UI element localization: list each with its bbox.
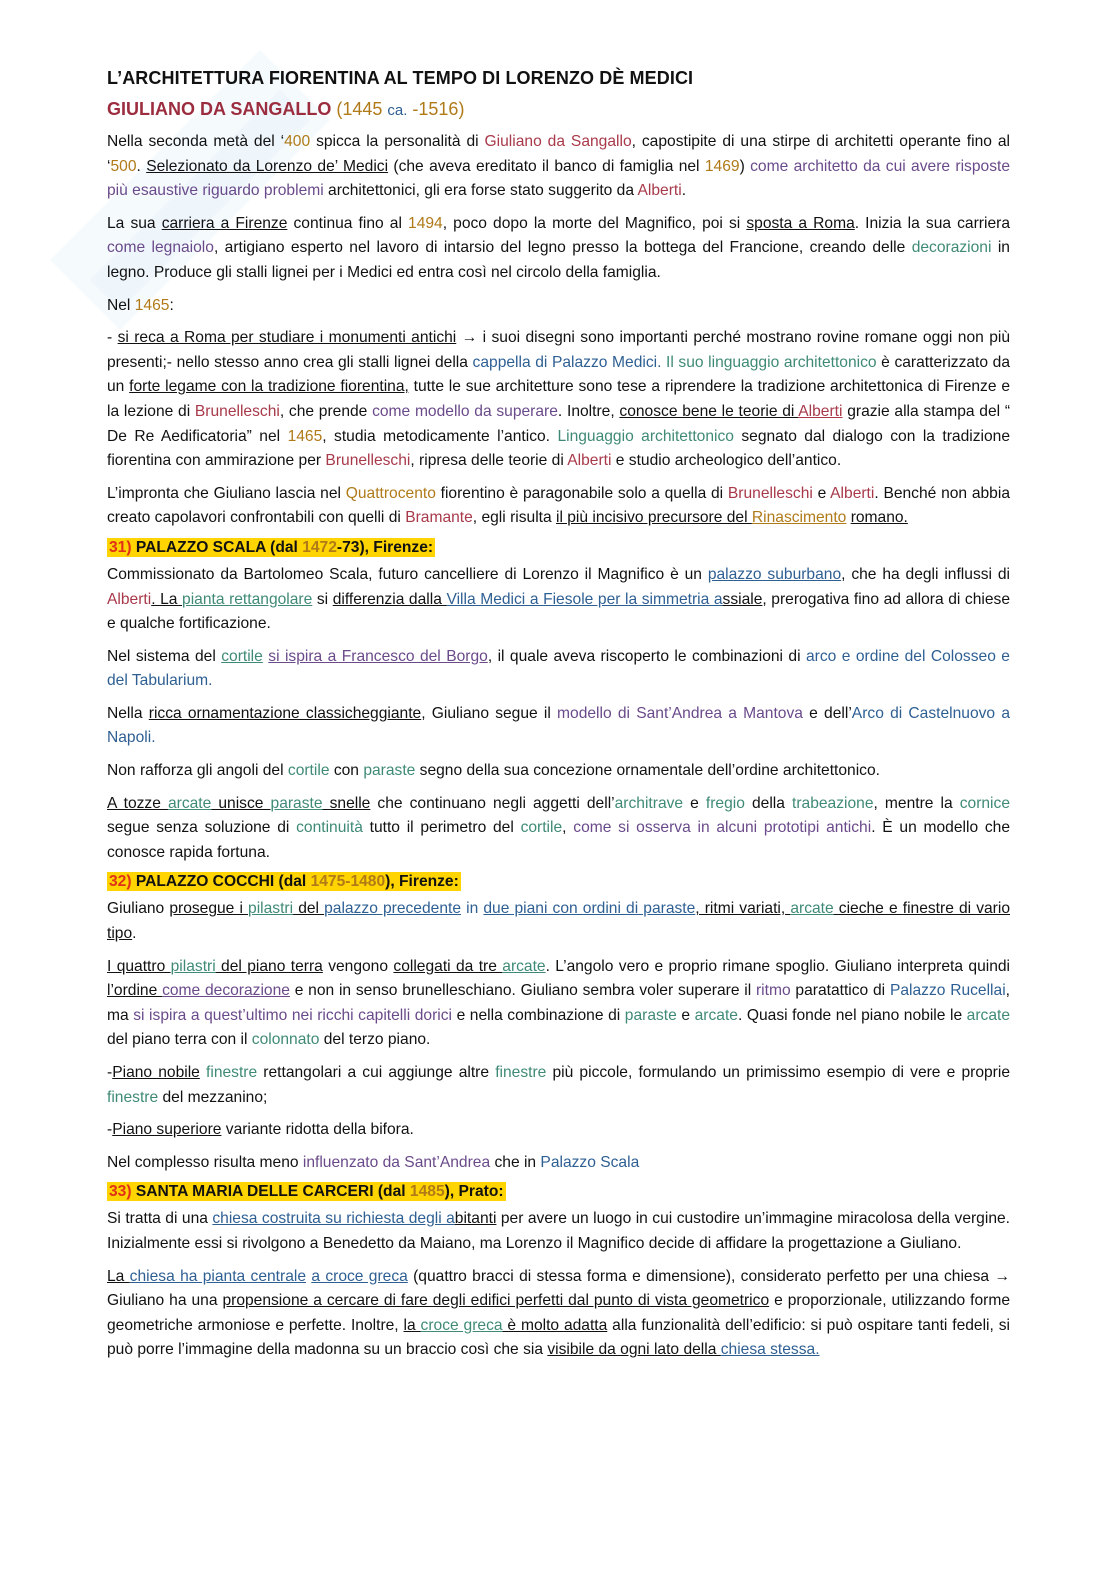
text: vengono — [322, 957, 394, 975]
text: , Giuliano segue il — [421, 704, 558, 722]
name: Alberti — [798, 402, 843, 420]
text: più piccole, formulando un primissimo esempio di vere e proprie — [546, 1064, 1010, 1081]
text: → i suoi disegni sono importanti perché mostrano rovine romane oggi non più presenti;- nello stesso anno crea gli stalli lignei della — [107, 329, 1011, 371]
text: . Benché non abbia creato capolavori confrontabili con quelli di — [107, 484, 1010, 527]
text: . Inoltre, — [557, 402, 620, 420]
text: , studia metodicamente l’antico. — [322, 427, 558, 445]
section-heading-31 — [107, 539, 1010, 557]
highlight-text: cortile — [287, 762, 330, 780]
highlight-text: Il suo linguaggio architettonico — [666, 353, 877, 371]
underlined-text: Piano nobile — [112, 1064, 200, 1081]
s33-paragraph-2 — [107, 1265, 1010, 1363]
text: segnato dal dialogo con la tradizione fiorentina con ammirazione per — [107, 427, 1011, 470]
text: L’impronta che Giuliano lascia nel — [107, 484, 346, 502]
text: (quattro bracci di stessa forma e dimensione), considerato perfetto per una chiesa → Giuliano ha una — [107, 1267, 1010, 1310]
highlight-text: chiesa ha pianta centrale — [129, 1267, 307, 1285]
text: . — [132, 925, 137, 943]
underlined-text: cieche e — [833, 900, 903, 918]
text: con — [329, 762, 364, 780]
text: e — [676, 1006, 695, 1024]
underlined-text: prosegue i — [169, 900, 249, 918]
highlight-text: Arco di Castelnuovo a Napoli. — [107, 704, 1010, 747]
highlight-text: continuità — [296, 819, 363, 837]
highlight-text: paraste — [624, 1006, 677, 1024]
section-heading-33 — [107, 1183, 1010, 1201]
text: . — [136, 157, 147, 175]
underlined-text: forte legame con la tradizione fiorentina, — [129, 378, 409, 396]
underlined-text: il più incisivo precursore del — [556, 509, 752, 527]
text: , capostipite di una stirpe di architetti operante fino al ‘ — [107, 133, 1010, 175]
underlined-text: ssiale — [722, 590, 763, 608]
text: e non in senso brunelleschiano. Giuliano sembra voler superare il — [289, 982, 756, 1000]
underlined-text: ricca ornamentazione classicheggiante — [148, 704, 422, 722]
underlined-text: propensione a cercare di fare degli edifici perfetti dal punto di vista geometrico — [222, 1292, 770, 1310]
date: 500 — [110, 157, 137, 175]
highlight-text: croce greca — [420, 1316, 503, 1334]
highlight-text: come modello da superare — [372, 402, 558, 420]
s32-paragraph-1 — [107, 897, 1010, 946]
s33-paragraph-1 — [107, 1207, 1010, 1256]
underlined-text: A tozze — [107, 794, 168, 812]
text: ) — [739, 157, 751, 175]
underlined-text: La — [107, 1267, 130, 1285]
s32-paragraph-4 — [107, 1118, 1010, 1143]
underlined-text: Piano superiore — [112, 1121, 222, 1139]
text: - — [107, 329, 118, 347]
underlined-text: visibile da ogni lato della — [547, 1341, 721, 1359]
date: 1472 — [302, 538, 337, 556]
text: , il quale aveva riscoperto le combinazioni di — [487, 647, 806, 665]
underlined-text: conosce bene le teorie di — [619, 402, 799, 420]
s31-paragraph-5 — [107, 792, 1010, 866]
text: Giuliano — [107, 900, 170, 918]
section-heading-32 — [107, 873, 1010, 891]
underlined-text: bitanti — [454, 1210, 497, 1228]
highlight-text: pilastri — [248, 900, 294, 918]
highlight-text: decorazioni — [911, 239, 992, 257]
text: , mentre la — [873, 794, 960, 812]
highlight-text: cornice — [959, 794, 1010, 812]
date: 1465 — [287, 427, 323, 445]
text: che in — [490, 1153, 541, 1171]
highlight-text: Palazzo Scala — [540, 1153, 640, 1171]
text: e — [812, 484, 831, 502]
text: spicca la personalità di — [310, 133, 485, 150]
text: segue senza soluzione di — [107, 819, 297, 837]
text: tutto il perimetro del — [362, 819, 521, 837]
highlight-text: arco e ordine del Colosseo e del Tabularium. — [107, 647, 1010, 690]
highlight-text: finestre — [495, 1064, 547, 1081]
underlined-text: la — [403, 1316, 421, 1334]
s32-paragraph-3 — [107, 1061, 1010, 1110]
author-dates-a: (1445 — [336, 99, 388, 119]
text: e studio archeologico dell’antico. — [611, 452, 842, 470]
highlight-text: architrave — [614, 794, 684, 812]
highlight-text: paraste — [270, 794, 323, 812]
date: Rinascimento — [751, 509, 847, 527]
name: Brunelleschi — [727, 484, 813, 502]
text: Non rafforza gli angoli del — [107, 762, 288, 780]
highlight-text: come decorazione — [162, 982, 290, 1000]
text: e dell’ — [802, 704, 852, 722]
underlined-text: sposta a Roma — [746, 214, 855, 232]
highlight-text: arcate — [502, 957, 546, 975]
underlined-text: Selezionato da Lorenzo de’ Medici — [146, 157, 389, 175]
text: che continuano negli aggetti dell’ — [370, 794, 615, 812]
text: è caratterizzato da un — [107, 353, 1010, 396]
text: architettonici, gli era forse stato suggerito da — [323, 182, 638, 200]
text: Nella seconda metà del ‘ — [107, 133, 285, 150]
text: -73), Firenze: — [336, 538, 434, 556]
text: , egli risulta — [472, 509, 556, 527]
text: si — [312, 590, 333, 608]
underlined-text: snelle — [322, 794, 371, 812]
text: - — [107, 1121, 113, 1139]
highlight-text: modello di Sant’Andrea a Mantova — [557, 704, 803, 722]
text: . — [681, 182, 687, 200]
underlined-text: del piano terra — [215, 957, 323, 975]
name: Alberti — [567, 452, 612, 470]
text: grazie alla stampa del “ De Re Aedificatoria” nel — [107, 402, 1011, 445]
text: Nel — [107, 296, 135, 314]
text: del mezzanino; — [158, 1088, 268, 1106]
intro-paragraph-3 — [107, 294, 1010, 319]
text: . È un modello che conosce rapida fortuna. — [107, 819, 1011, 861]
intro-paragraph-1 — [107, 130, 1010, 204]
text: e — [683, 794, 706, 812]
text: . Quasi fonde nel piano nobile le — [737, 1006, 967, 1024]
text: . Inizia la sua carriera — [854, 214, 1010, 232]
name: Giuliano da Sangallo — [484, 133, 632, 150]
underlined-text: collegati da tre — [393, 957, 503, 975]
text: del piano terra con il — [107, 1031, 252, 1049]
name: Brunelleschi — [194, 402, 280, 420]
highlight-text: come legnaiolo — [107, 239, 214, 257]
document-page — [107, 64, 1010, 1371]
date: 1469 — [704, 157, 740, 175]
highlight-text: si ispira a Francesco del Borgo — [268, 647, 488, 665]
text: in legno. Produce gli stalli lignei per i Medici ed entra così nel circolo della famiglia. — [107, 239, 1010, 281]
name: Alberti — [637, 182, 682, 200]
date: Quattrocento — [345, 484, 436, 502]
text: segno della sua concezione ornamentale dell’ordine architettonico. — [415, 762, 880, 780]
highlight-text: paraste — [363, 762, 416, 780]
text: La sua — [107, 214, 162, 232]
text: , poco dopo la morte del Magnifico, poi si — [442, 214, 747, 232]
date: 400 — [284, 133, 311, 150]
name: Alberti — [830, 484, 875, 502]
section-number: 31) — [109, 538, 132, 556]
text: del terzo piano. — [319, 1031, 431, 1049]
underlined-text: unisce — [211, 794, 271, 812]
s32-paragraph-2 — [107, 955, 1010, 1053]
intro-paragraph-4 — [107, 326, 1010, 474]
highlight-text: pilastri — [170, 957, 216, 975]
highlight-text: Linguaggio architettonico — [557, 427, 734, 445]
text: : — [169, 296, 174, 314]
text: Commissionato da Bartolomeo Scala, futuro cancelliere di Lorenzo il Magnifico è un — [107, 565, 708, 583]
name: Alberti — [107, 590, 152, 608]
text: SANTA MARIA DELLE CARCERI (dal — [131, 1183, 410, 1201]
text: tutte le sue architetture sono tese a riprendere la tradizione architettonica di Firenze e la lezione di — [107, 378, 1010, 420]
author-heading — [107, 99, 1010, 120]
highlight-text: arcate — [966, 1006, 1011, 1024]
underlined-text: del — [293, 900, 325, 918]
highlight-text: colonnato — [251, 1031, 320, 1049]
highlight-text: palazzo precedente — [324, 900, 462, 918]
highlight-text: finestre — [107, 1088, 159, 1106]
highlight-text: si ispira a quest’ultimo nei ricchi capitelli dorici — [133, 1006, 453, 1024]
text: e proporzionale, utilizzando forme geometriche armoniose e perfette. Inoltre, — [107, 1292, 1010, 1334]
text: , che prende — [279, 402, 373, 420]
text: e nella combinazione di — [452, 1006, 625, 1024]
highlight-text: come si osserva in alcuni prototipi antichi — [573, 819, 872, 837]
text: Nel complesso risulta meno — [107, 1153, 303, 1171]
highlight-text: cortile — [221, 647, 263, 665]
highlight-text: palazzo suburbano — [707, 565, 842, 583]
author-dates-ca: ca. — [387, 102, 408, 119]
text: variante ridotta della bifora. — [221, 1121, 414, 1139]
highlight-text: arcate — [790, 900, 834, 918]
highlight-text: cappella di Palazzo Medici. — [472, 353, 662, 371]
underlined-text: si reca a Roma per studiare i monumenti antichi — [117, 329, 457, 347]
text: , artigiano esperto nel lavoro di intarsio del legno presso la bottega del Francione, creando delle — [213, 239, 912, 257]
highlight-text: Villa Medici a Fiesole per la simmetria a — [446, 590, 723, 608]
highlight-text: a croce greca — [311, 1267, 408, 1285]
date: 1475-1480 — [310, 873, 386, 891]
text: Si tratta di una — [107, 1210, 213, 1228]
text: . L’angolo vero e proprio rimane spoglio. Giuliano interpreta quindi — [545, 957, 1011, 975]
text: ), Prato: — [444, 1183, 504, 1201]
highlight-text: arcate — [167, 794, 212, 812]
text: , ripresa delle teorie di — [410, 452, 568, 470]
highlight-text: pianta rettangolare — [182, 590, 313, 608]
highlight-text: finestre — [206, 1064, 258, 1081]
author-dates-c: -1516) — [407, 99, 465, 119]
text: Nel sistema del — [107, 647, 222, 665]
underlined-text: finestre di vario tipo — [107, 900, 1011, 943]
text: , che ha degli influssi di — [841, 565, 1010, 583]
text: Nella — [107, 704, 149, 722]
s31-paragraph-2 — [107, 645, 1010, 694]
s31-paragraph-4 — [107, 759, 1010, 784]
text: fiorentino è paragonabile solo a quella di — [435, 484, 728, 502]
highlight-text: fregio — [705, 794, 745, 812]
intro-paragraph-5 — [107, 482, 1010, 531]
text: rettangolari a cui aggiunge altre — [257, 1064, 496, 1081]
underlined-text: è molto adatta — [502, 1316, 608, 1334]
highlight-text: due piani con ordini di paraste — [483, 900, 696, 918]
date: 1485 — [409, 1183, 445, 1201]
highlight-text: chiesa stessa. — [720, 1341, 820, 1359]
text: alla funzionalità dell’edificio: si può ospitare tanti fedeli, si può porre l’immagine della madonna su un braccio così che sia — [107, 1316, 1010, 1359]
underlined-text: differenzia dalla — [332, 590, 447, 608]
text: paratattico di — [790, 982, 890, 1000]
date: 1494 — [408, 214, 443, 232]
date: 1465 — [134, 296, 170, 314]
intro-paragraph-2 — [107, 212, 1010, 286]
author-name: GIULIANO DA SANGALLO — [107, 99, 332, 119]
text: continua fino al — [287, 214, 409, 232]
highlight-text: ritmo — [755, 982, 791, 1000]
text: della — [744, 794, 793, 812]
name: Brunelleschi — [325, 452, 411, 470]
s31-paragraph-1 — [107, 563, 1010, 637]
text: per avere un luogo in cui custodire un’immagine miracolosa della vergine. Inizialmente essi si rivolgono a Benedetto da Maiano, ma Lorenzo il Magnifico decide di affidare la progettazione a Giuliano. — [107, 1210, 1010, 1252]
highlight-text: cortile — [520, 819, 563, 837]
text: (che aveva ereditato il banco di famiglia nel — [388, 157, 705, 175]
underlined-text: . La — [151, 590, 183, 608]
s32-paragraph-5 — [107, 1151, 1010, 1176]
highlight-text: in — [461, 900, 484, 918]
underlined-text: romano. — [850, 509, 908, 527]
underlined-text: l’ordine — [107, 982, 163, 1000]
highlight-text: influenzato da Sant’Andrea — [302, 1153, 491, 1171]
highlight-text: chiesa costruita su richiesta degli a — [212, 1210, 455, 1228]
s31-paragraph-3 — [107, 702, 1010, 751]
text: PALAZZO SCALA (dal — [131, 538, 303, 556]
name: Bramante — [405, 509, 473, 527]
highlight-text: trabeazione — [792, 794, 874, 812]
highlight-text: Palazzo Rucellai — [889, 982, 1006, 1000]
text: , — [562, 819, 574, 837]
page-title: L’ARCHITETTURA FIORENTINA AL TEMPO DI LORENZO DÈ MEDICI — [107, 68, 694, 88]
text: PALAZZO COCCHI (dal — [131, 873, 311, 891]
section-number: 32) — [109, 873, 132, 891]
underlined-text: , ritmi variati, — [695, 900, 791, 918]
highlight-text: come architetto da cui avere risposte più esaustive riguardo problemi — [107, 157, 1011, 200]
highlight-text: arcate — [694, 1006, 738, 1024]
underlined-text: I quattro — [107, 957, 171, 975]
text: , prerogativa fino ad allora di chiese e qualche fortificazione. — [107, 590, 1010, 633]
section-number: 33) — [109, 1183, 132, 1201]
text: , ma — [107, 982, 1011, 1024]
text: - — [107, 1064, 113, 1081]
underlined-text: carriera a Firenze — [161, 214, 288, 232]
text: ), Firenze: — [385, 873, 459, 891]
